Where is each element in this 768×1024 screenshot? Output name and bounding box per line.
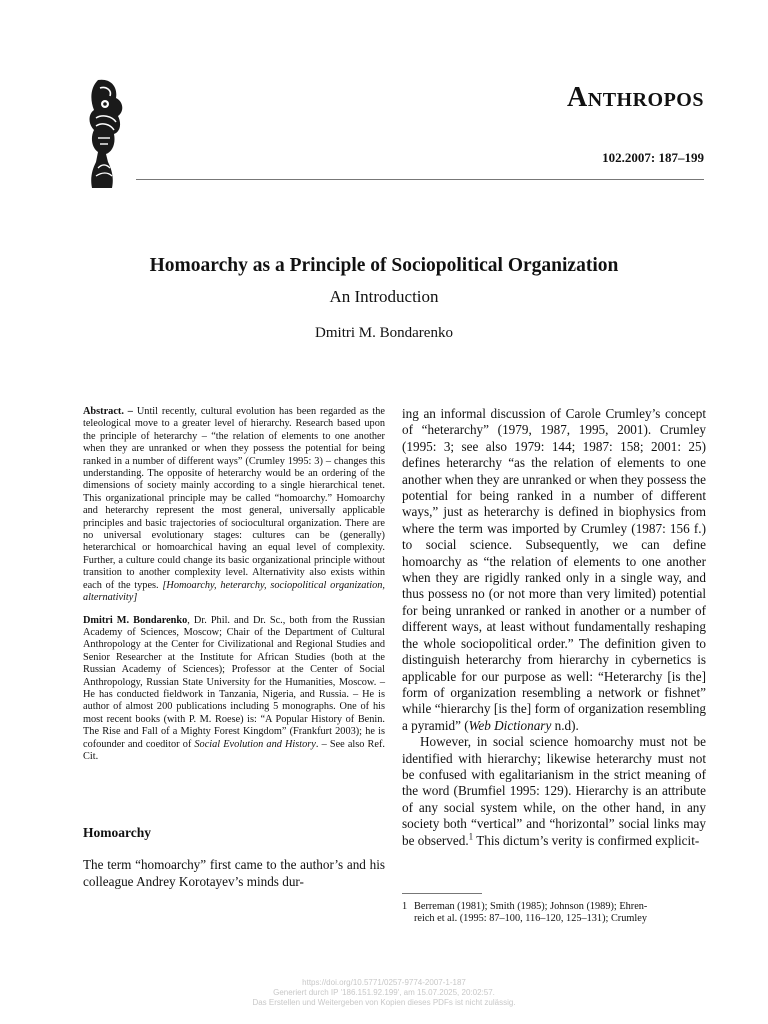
bio-text: , Dr. Phil. and Dr. Sc., both from the Russian Academy of Sciences, Moscow; Chair of the Department of Cultural Anthropology at the Center for Civilizational and Regional Studies and Senior Researcher at the Institute for African Studies (both at the Russian Academy of Sciences); Professor at the Center of Social Anthropology, Russian State University for the Humanities, Moscow. – He has conducted fieldwork in Tanzania, Nigeria, and Russia. – He is author of almost 200 publications including 5 monographs. One of his most recent books (with P. M. Roese) is: “A Popular History of Benin. The Rise and Fall of a Mighty Forest Kingdom” (Frankfurt 2003); he is cofounder and coeditor of xyxy=(83,614,385,750)
body-text: This dictum’s verity is confirmed explicit- xyxy=(473,832,700,848)
footnote xyxy=(402,901,706,926)
web-dictionary-citation: Web Dictionary xyxy=(468,717,552,733)
watermark-generated: Generiert durch IP '186.151.92.199', am 15.07.2025, 20:02:57. xyxy=(273,988,495,997)
left-column xyxy=(83,406,385,890)
footnote-ref[interactable]: 1 xyxy=(468,831,474,842)
article-title: Homoarchy as a Principle of Sociopolitical Organization xyxy=(149,255,619,276)
body-paragraph-1 xyxy=(402,406,706,734)
footnote-rule xyxy=(402,893,482,894)
bio-journal-title: Social Evolution and History xyxy=(194,738,316,750)
author-bio xyxy=(83,615,385,764)
abstract-label: Abstract. – xyxy=(83,406,133,417)
section-heading: Homoarchy xyxy=(83,825,151,841)
left-body-text: The term “homoarchy” first came to the author’s and his colleague Andrey Korotayev’s minds dur- xyxy=(83,857,385,889)
body-text: n.d). xyxy=(551,717,579,733)
article-subtitle: An Introduction xyxy=(329,287,439,306)
abstract-text: Until recently, cultural evolution has been regarded as the teleological move to a greater level of hierarchy. Research based upon the principle of heterarchy – “the relation of elements to one another when they are unranked or when they possess the potential for being ranked in a number of different ways” (Crumley 1995: 3) – changes this understanding. The opposite of heterarchy would be an ordering of the dimensions of society mainly according to a single hierarchical tenet. This organizational principle may be called “homoarchy.” Homoarchy and heterarchy represent the most general, universally applicable principles and basic trajectories of sociocultural organization. There are no universal evolutionary stages: cultures can be (generally) heterarchical or homoarchical having an equal level of complexity. Further, a culture could change its basic organizational principle without transition to another complexity level. Alternativity also exists within each of the types. xyxy=(83,406,385,591)
journal-name: Anthropos xyxy=(567,82,704,113)
abstract-keywords: [Homoarchy, heterarchy, sociopolitical organization, alternativity] xyxy=(83,579,386,604)
body-text: However, in social science homoarchy must not be identified with hierarchy; likewise heterarchy must not be confused with egalitarianism in the strict meaning of the word (Brumfiel 1995: 129). Hierarchy is an attribute of any social system while, on the other hand, in any society both “vertical” and “horizontal” social links may be observed. xyxy=(402,734,706,848)
watermark-doi[interactable]: https://doi.org/10.5771/0257-9774-2007-1-187 xyxy=(302,978,466,987)
watermark xyxy=(0,978,768,1008)
issue-citation: 102.2007: 187–199 xyxy=(602,150,704,165)
watermark-copy-notice: Das Erstellen und Weitergeben von Kopien dieses PDFs ist nicht zulässig. xyxy=(252,998,516,1007)
footnote-text: reich et al. (1995: 87–100, 116–120, 125–131); Crumley xyxy=(414,913,647,925)
abstract xyxy=(83,406,385,605)
bio-name: Dmitri M. Bondarenko xyxy=(83,614,188,626)
body-paragraph-2 xyxy=(402,734,706,849)
footnote-number: 1 xyxy=(402,901,408,912)
article-author: Dmitri M. Bondarenko xyxy=(315,325,453,341)
footnote-text: Berreman (1981); Smith (1985); Johnson (1989); Ehren- xyxy=(414,901,648,912)
body-text: ing an informal discussion of Carole Crumley’s concept of “heterarchy” (1979, 1987, 1995, 2001). Crumley (1995: 3; see also 1979: 144; 1987: 158; 2001: 25) defines heterarchy “as the relation of elements to one another when they are unranked or when they possess the potential for being ranked in a number of different ways,” just as heterarchy is defined in biophysics from where the term was imported by Crumley (1987: 156 f.) to social science. Subsequently, we can define homoarchy as “the relation of elements to one another when they are rigidly ranked only in a single way, and thus possess no (or not more than very limited) potential for being unranked or ranked in another or a number of different ways, at least without fundamentally reshaping the whole sociopolitical order.” The definition given to distinguish heterarchy from hierarchy in cybernetics is applicable for our purpose as well: “Heterarchy [is the] form of organization resembling a network or fishnet” while “hierarchy [is the] form of organization resembling a pyramid” ( xyxy=(402,406,706,733)
right-column xyxy=(402,406,706,849)
journal-logo-icon xyxy=(84,78,128,190)
bio-text-end: . – See also Ref. Cit. xyxy=(83,738,385,762)
header-rule xyxy=(136,179,704,180)
